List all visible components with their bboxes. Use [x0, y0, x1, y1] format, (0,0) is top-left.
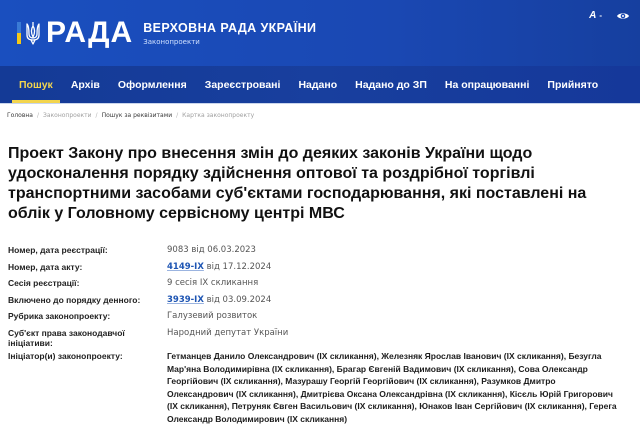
breadcrumb-search[interactable]: Пошук за реквізитами: [101, 111, 173, 119]
detail-row-registration: [8, 244, 640, 259]
breadcrumb-bills[interactable]: Законопроекти: [43, 111, 92, 119]
detail-value: Народний депутат України: [167, 327, 289, 338]
act-number-link[interactable]: 4149-IX: [167, 261, 204, 272]
breadcrumb-separator: /: [95, 111, 98, 119]
breadcrumb-separator: /: [36, 111, 40, 119]
breadcrumb-current: Картка законопроекту: [182, 111, 255, 119]
breadcrumb: [0, 104, 640, 126]
font-size-button[interactable]: [589, 10, 602, 21]
site-logo[interactable]: [17, 18, 316, 48]
site-header: [0, 0, 640, 66]
detail-row-subject: [8, 327, 640, 349]
act-date: від 17.12.2024: [206, 261, 272, 272]
detail-label: Номер, дата реєстрації:: [8, 245, 108, 255]
detail-row-agenda: [8, 294, 640, 309]
site-title: ВЕРХОВНА РАДА УКРАЇНИ: [143, 20, 317, 35]
flag-icon: [17, 22, 21, 44]
font-size-label: A: [589, 10, 597, 21]
nav-item-search[interactable]: Пошук: [10, 66, 62, 103]
detail-label: Сесія реєстрації:: [8, 278, 80, 288]
detail-label: Включено до порядку денного:: [8, 294, 141, 305]
nav-item-in-progress[interactable]: На опрацюванні: [444, 78, 530, 91]
initiators-list: Гетманцев Данило Олександрович (IX скликання), Железняк Ярослав Іванович (IX скликання), Безугла Мар'яна Володимирівна (IX скликання), Брагар Євгеній Вадимович (IX скликання), Сова Олександр Георгійович (IX скликання), Мазурашу Георгій Георгійович (IX скликання), Разумков Дмитро Олександрович (IX скликання), Дмитрієва Оксана Олександрівна (IX скликання), Кісєль Юрій Григорович (IX скликання), Петруняк Євген Васильович (IX скликання), Юнаков Іван Сергійович (IX скликання), Герега Олександр Володимирович (IX скликання): [167, 351, 617, 424]
nav-item-adopted[interactable]: Прийнято: [547, 78, 599, 91]
bill-details: [0, 244, 640, 425]
site-subtitle: Законопроекти: [143, 37, 200, 46]
detail-row-rubric: [8, 310, 640, 325]
detail-row-initiators: [8, 350, 640, 425]
detail-label: Рубрика законопроекту:: [8, 311, 111, 321]
detail-value: Галузевий розвиток: [167, 311, 258, 321]
minus-icon: -: [599, 11, 602, 20]
agenda-number-link[interactable]: 3939-IX: [167, 294, 204, 305]
detail-value: 9083 від 06.03.2023: [167, 245, 256, 255]
nav-item-drafting[interactable]: Оформлення: [117, 78, 187, 91]
nav-item-archive[interactable]: Архів: [70, 78, 100, 91]
nav-item-submitted[interactable]: Надано: [298, 78, 338, 91]
detail-label: Номер, дата акту:: [8, 261, 83, 272]
eye-icon[interactable]: [616, 11, 630, 21]
page-title: Проект Закону про внесення змін до деяких законів України щодо удосконалення порядку здійснення оптової та роздрібної торгівлі транспортними засобами суб'єктами господарювання, які поставлені на облік у Головному сервісному центрі МВС: [8, 145, 587, 222]
nav-item-submitted-to-zp[interactable]: Надано до ЗП: [355, 78, 427, 91]
breadcrumb-separator: /: [176, 111, 179, 119]
logo-word: РАДА: [46, 16, 134, 49]
detail-label: Ініціатор(и) законопроекту:: [8, 351, 123, 361]
detail-label: Суб'єкт права законодавчої ініціативи:: [8, 327, 125, 348]
agenda-date: від 03.09.2024: [206, 294, 272, 305]
detail-row-act: [8, 261, 640, 276]
nav-item-registered[interactable]: Зареєстровані: [204, 78, 281, 91]
detail-value: 9 сесія IX скликання: [167, 278, 259, 288]
detail-row-session: [8, 277, 640, 292]
main-nav: [0, 66, 640, 104]
trident-icon: [25, 21, 41, 45]
breadcrumb-home[interactable]: Головна: [7, 111, 33, 119]
